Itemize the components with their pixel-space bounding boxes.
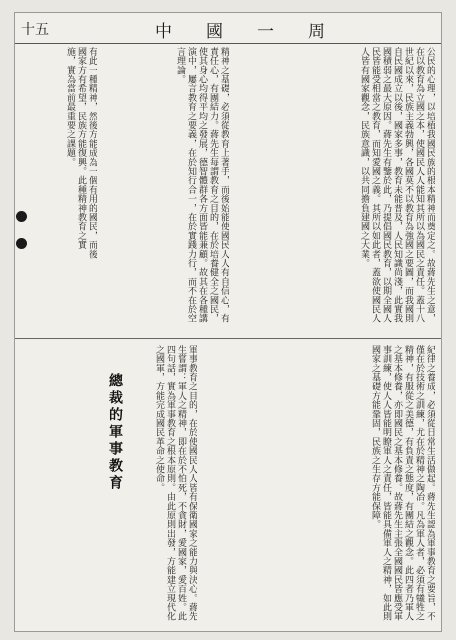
text-column-lower-left: 軍事教育之目的，在於使國民人人皆有保衛國家之能力與決心。蔣先生嘗謂：軍人之精神，即在於不怕死，不貪財，愛國家，愛百姓。此四句話，實為軍事教育之根本原則。由此原則出發，方能建立現代化之國軍，方能完成國民革命之使命。 — [154, 345, 197, 621]
page-header — [15, 13, 441, 44]
punch-hole-icon — [16, 238, 27, 249]
page-number: 十五 — [21, 22, 49, 38]
text-column-upper-left: 有此一種精神，然後方能成為一個有用的國民，而後國家方有希望，民族方能復興。此種精神教育之實施，實為當前最重要之課題。 — [65, 47, 97, 259]
article-title: 總裁的軍事教育 — [107, 373, 123, 492]
punch-hole-icon — [16, 211, 27, 222]
section-divider — [15, 338, 441, 339]
text-column-upper-middle: 精神之基礎，必須從教育上著手，而後始能使國民人人有自信心，有責任心，有團結力。蔣先生每謂教育之目的，在於培養健全之國民，使其身心均得平均之發展，德智體群各方面皆能兼顧。故其在各種講演中，屢言教育之要義，在於知行合一，在於實踐力行，而不在於空言理論。 — [175, 47, 229, 323]
newspaper-page — [14, 12, 442, 632]
text-column-lower-right: 紀律之養成，必須從日常生活做起。蔣先生認為軍事教育之要旨，不僅在於技術之訓練，尤在於精神之陶冶。凡為軍人者，必須有犧牲之精神，有服從之美德，有負責之態度，有團結之觀念。此四者乃軍人之基本修養，亦即國民之基本修養。故蔣先生主張全國國民皆應受軍事訓練，使人人皆能明瞭軍人之責任，皆能具備軍人之精神，如此則國家之基礎方能鞏固，民族之生存方能保障。 — [370, 345, 435, 621]
publication-title: 中國一周 — [155, 22, 359, 42]
text-column-upper-right: 公民的心理，以培植我國民族的根本精神而奠定之。故蔣先生之意，在以教育為立國之本，使國民人人能知其所以為國民之責任。蓋十八世紀以來，民族主義勃興，各國莫不以教育為強國之要圖，而我國則自民國成立以後，國家多事，教育未能普及，人民知識尚淺，此實我國積弱之最大原因。蔣先生有鑒於此，乃提倡國民教育，以期全國人民皆能受相當之教育，而知愛國之義。其所以如此者，蓋欲使國民人人皆有國家觀念，民族意識，以共同擔負建國之大業。 — [359, 47, 435, 323]
